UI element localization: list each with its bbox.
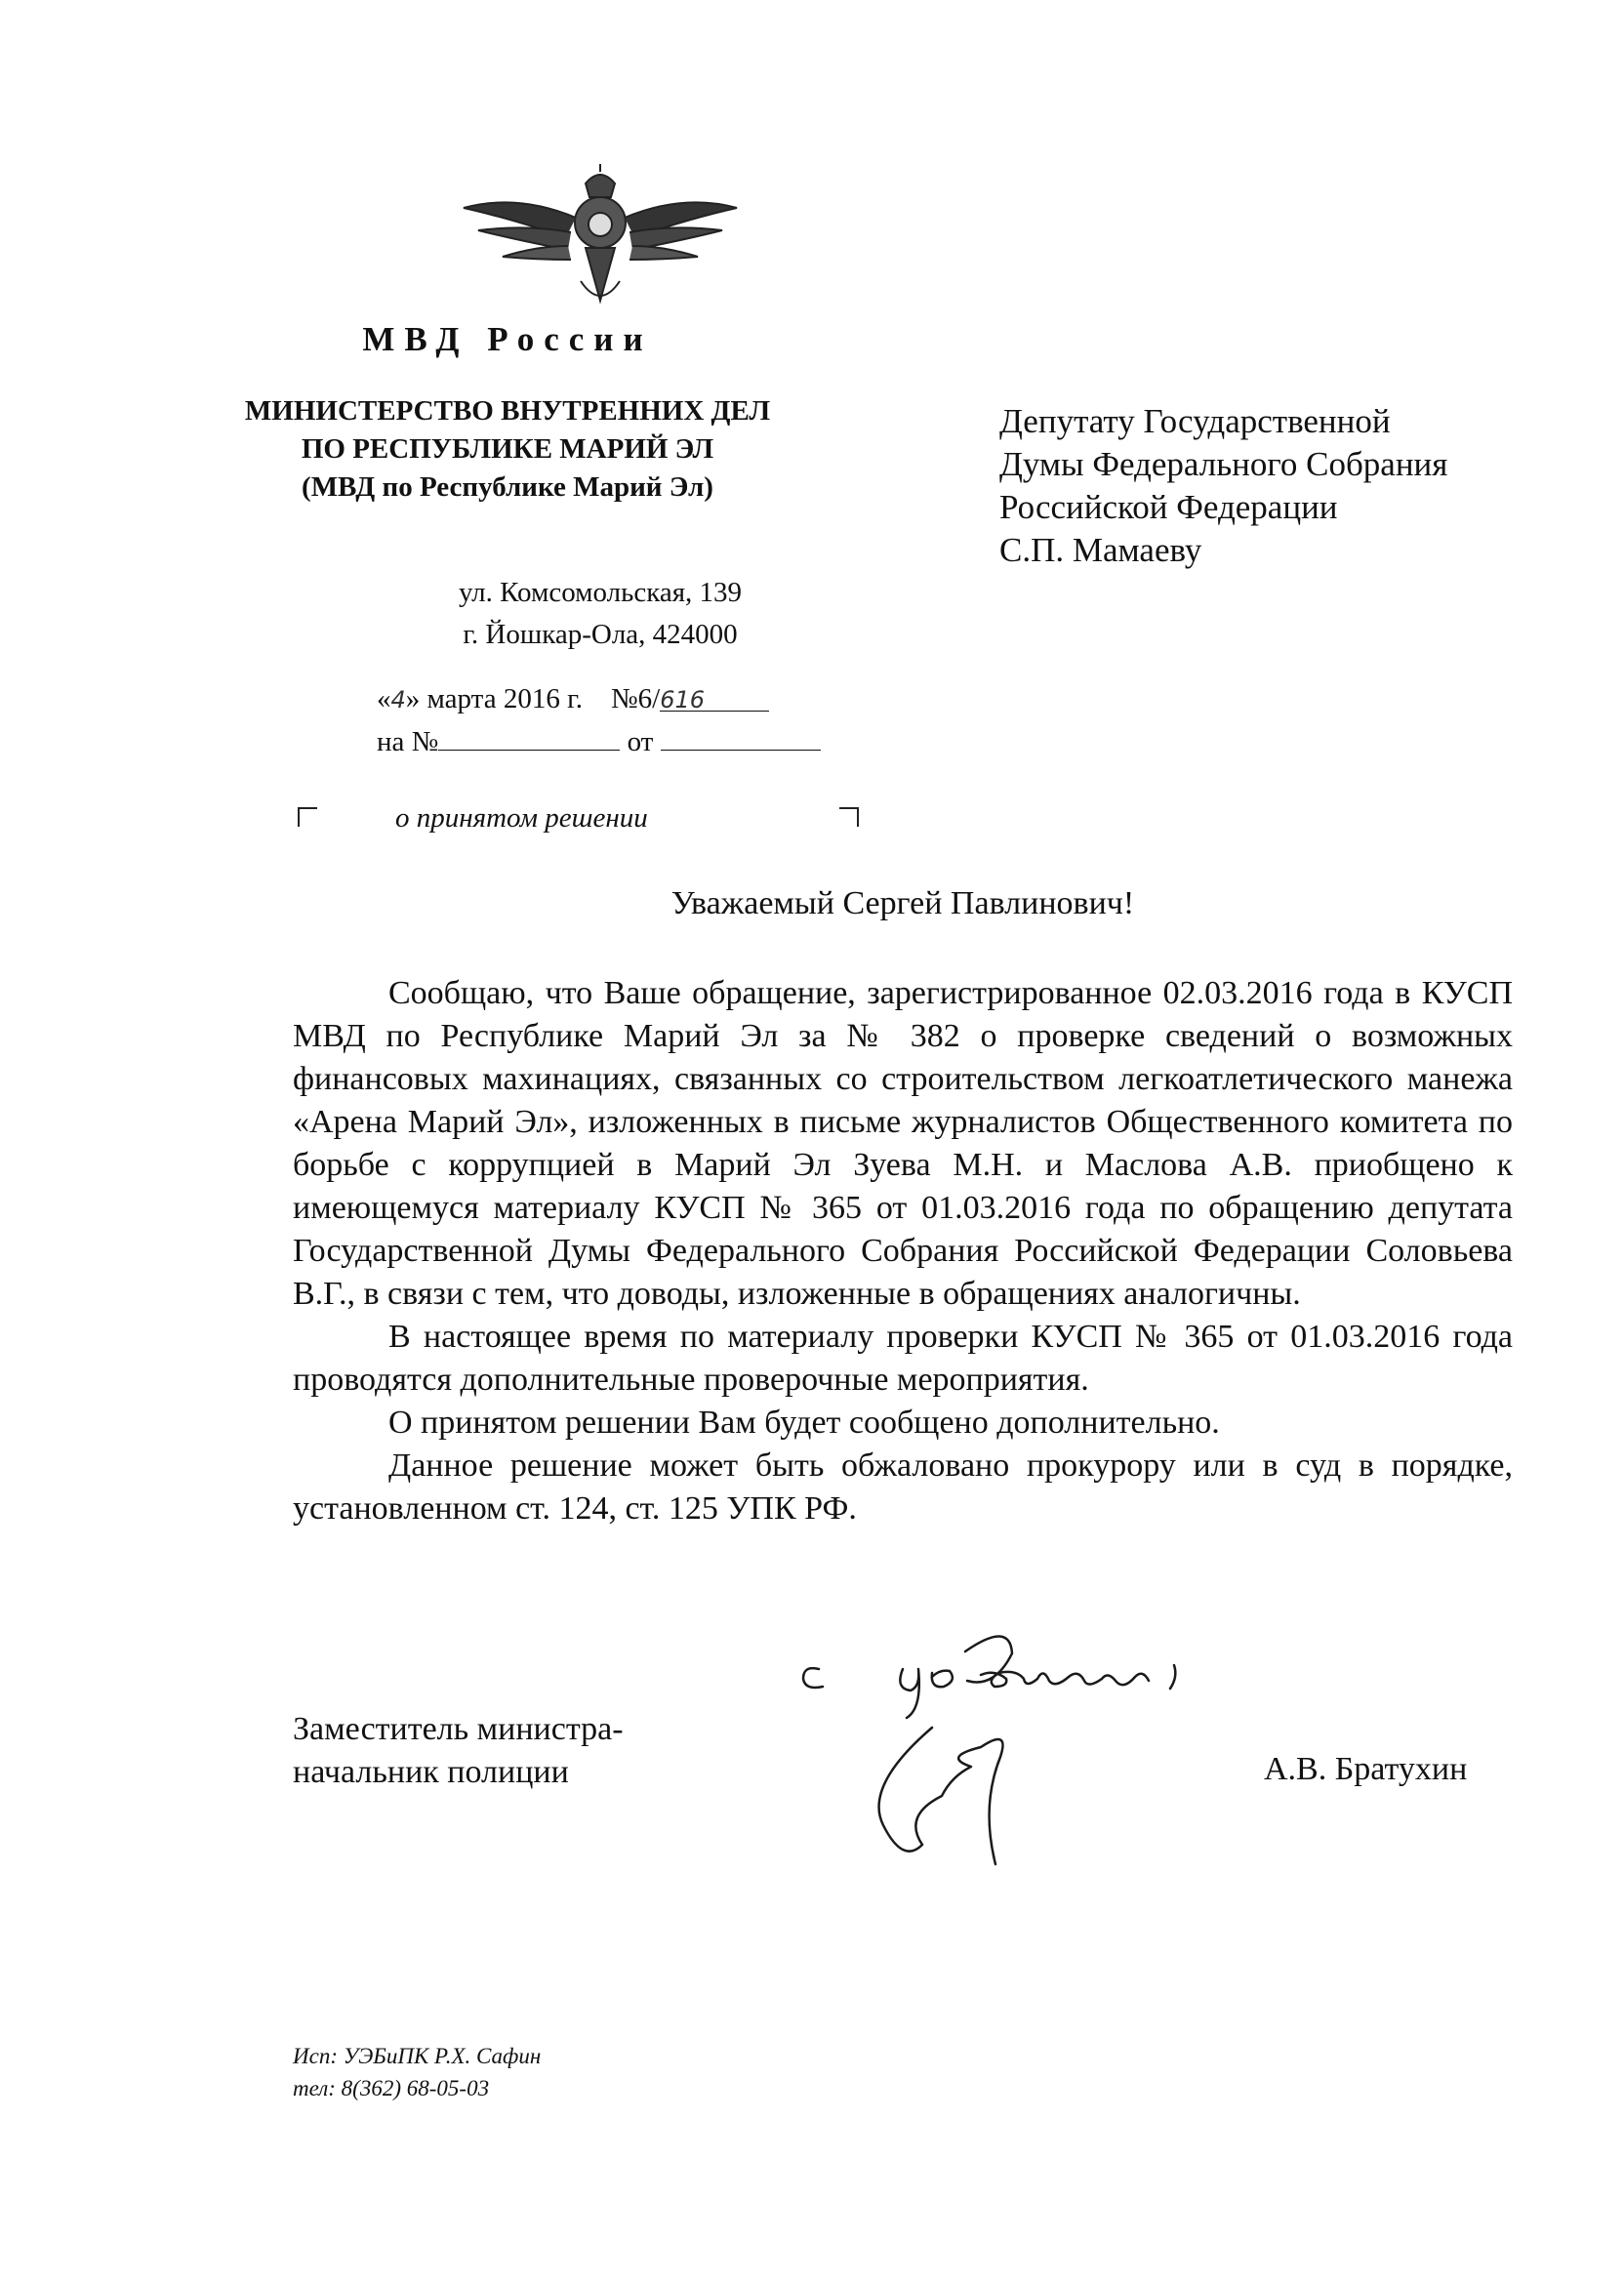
executor-line: Исп: УЭБиПК Р.Х. Сафин — [293, 2044, 542, 2068]
date-text: » марта 2016 г. — [405, 683, 583, 714]
body-paragraph: В настоящее время по материалу проверки КУСП № 365 от 01.03.2016 года проводятся дополнительные проверочные мероприятия. — [293, 1319, 1513, 1398]
agency-short-name: МВД России — [362, 320, 653, 358]
subject-corner-left — [298, 807, 317, 827]
document-number-label: №6/ — [610, 683, 661, 714]
date-open-quote: « — [377, 683, 391, 714]
signer-name: А.В. Братухин — [1264, 1751, 1468, 1787]
agency-line: ПО РЕСПУБЛИКЕ МАРИЙ ЭЛ — [301, 433, 714, 465]
letter-subject: о принятом решении — [395, 802, 648, 834]
subject-corner-right — [839, 807, 859, 827]
signer-title-line: Заместитель министра- — [293, 1711, 624, 1747]
letter-body — [293, 972, 1513, 1530]
date-day-handwritten: 4 — [390, 686, 406, 713]
recipient-line: Депутату Государственной — [999, 402, 1391, 440]
executor-phone: тел: 8(362) 68-05-03 — [293, 2076, 490, 2100]
recipient-block — [999, 400, 1447, 572]
mvd-emblem-icon — [459, 164, 742, 320]
agency-address — [390, 572, 810, 656]
document-number-field — [660, 683, 769, 712]
signer-title-line: начальник полиции — [293, 1754, 569, 1790]
reference-date-field — [661, 722, 821, 751]
reference-date-label: от — [627, 726, 654, 757]
body-paragraph: Данное решение может быть обжаловано прокурору или в суд в порядке, установленном ст. 124, ст. 125 УПК РФ. — [293, 1447, 1513, 1527]
signer-title — [293, 1708, 624, 1794]
recipient-line: Российской Федерации — [999, 488, 1338, 526]
recipient-line: Думы Федерального Собрания — [999, 445, 1448, 483]
reference-number-label: на № — [377, 726, 439, 757]
executor-info — [293, 2040, 541, 2104]
reference-line — [377, 722, 821, 758]
address-line: ул. Комсомольская, 139 — [458, 577, 743, 608]
agency-line: МИНИСТЕРСТВО ВНУТРЕННИХ ДЕЛ — [244, 395, 771, 427]
document-number-handwritten: 616 — [660, 686, 705, 713]
agency-full-name — [195, 392, 820, 507]
agency-line: (МВД по Республике Марий Эл) — [302, 471, 713, 503]
salutation: Уважаемый Сергей Павлинович! — [670, 885, 1135, 921]
body-paragraph: О принятом решении Вам будет сообщено дополнительно. — [388, 1405, 1220, 1441]
handwritten-signature — [786, 1630, 1244, 1884]
body-paragraph: Сообщаю, что Ваше обращение, зарегистрированное 02.03.2016 года в КУСП МВД по Республике Марий Эл за № 382 о проверке сведений о возможных финансовых махинациях, связанных со строительством легкоатлетического манежа «Арена Марий Эл», изложенных в письме журналистов Общественного комитета по борьбе с коррупцией в Марий Эл Зуева М.Н. и Маслова А.В. приобщено к имеющемуся материалу КУСП № 365 от 01.03.2016 года по обращению депутата Государственной Думы Федерального Собрания Российской Федерации Соловьева В.Г., в связи с тем, что доводы, изложенные в обращениях аналогичны. — [293, 975, 1513, 1312]
address-line: г. Йошкар-Ола, 424000 — [463, 619, 738, 650]
recipient-line: С.П. Мамаеву — [999, 531, 1202, 569]
reference-number-field — [438, 722, 620, 751]
document-date-line — [377, 683, 769, 715]
